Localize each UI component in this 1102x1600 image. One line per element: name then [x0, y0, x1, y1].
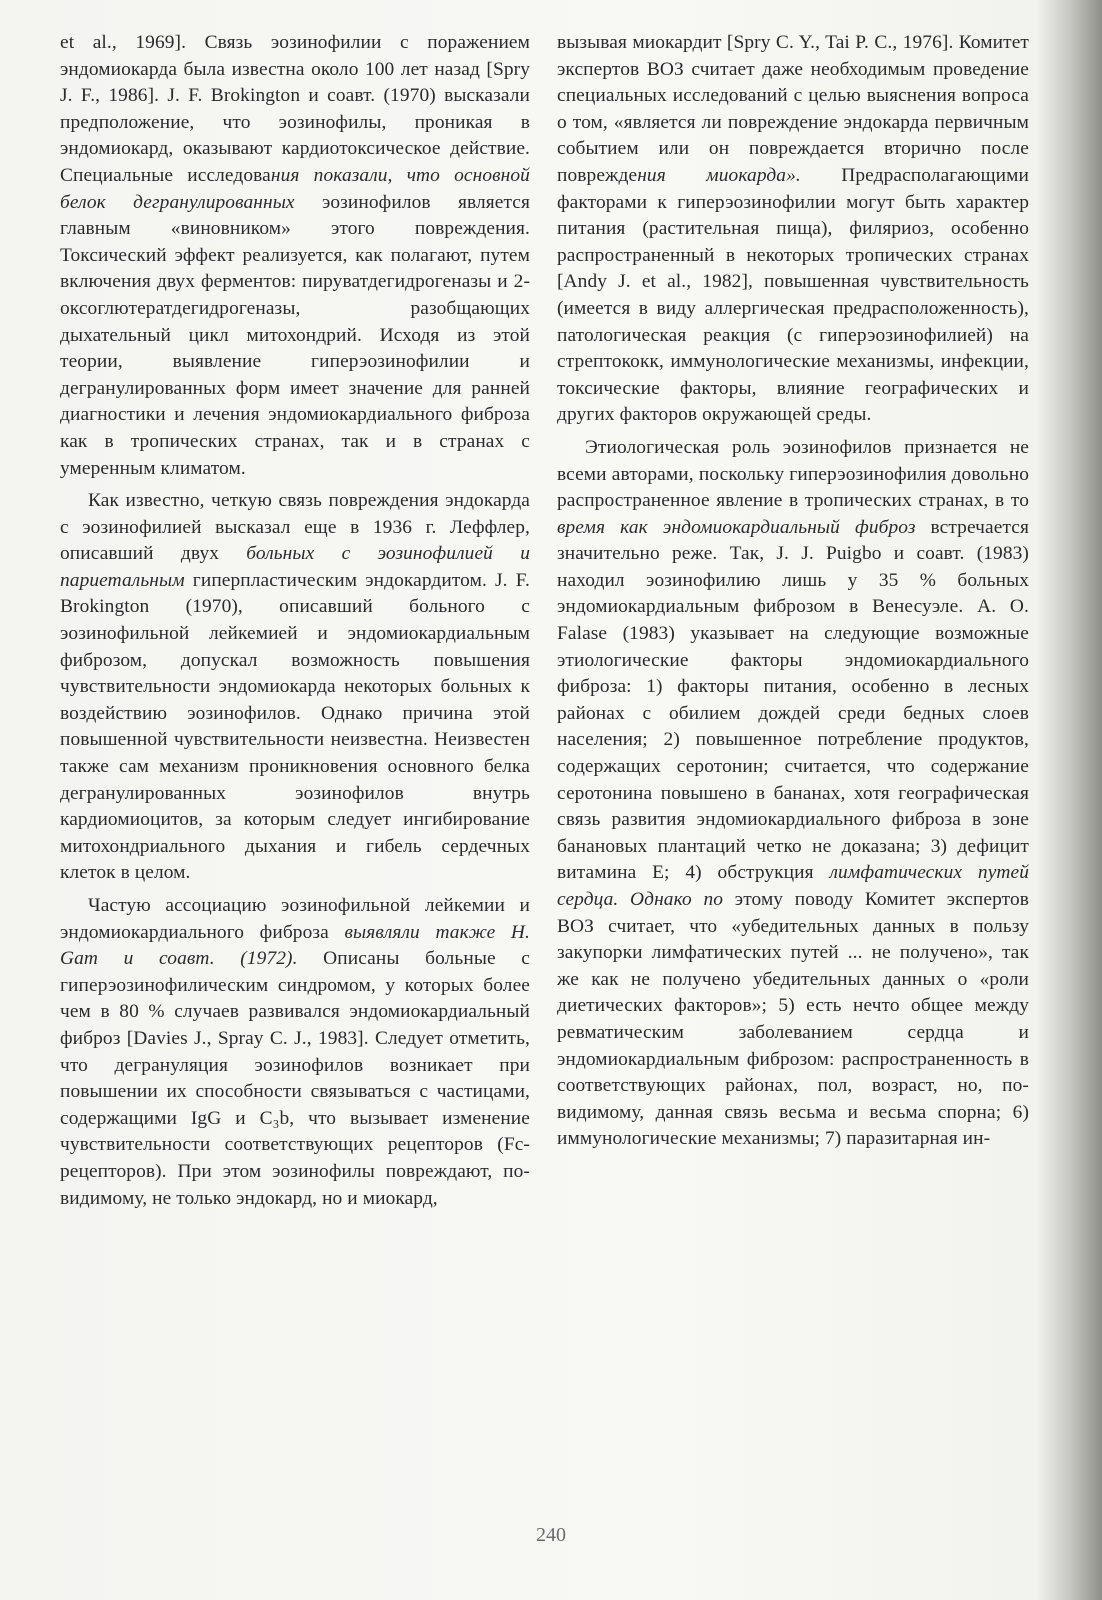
text-run: Описаны больные с гиперэозинофилическим синдромом, у которых более чем в 80 % случаев развивался эндомиокардиальный фиброз [Davies J., Spray C. J., 1983]. Следует отметить, что дегрануляция эозинофилов возникает при повышении их способности связываться с частицами, содержащими IgG и C₃b, что вызывает изменение чувствительности соответствующих рецепторов (Fc-рецепторов). При этом эозинофилы повреждают, по-видимому, не только эндокард, но и миокард,	[60, 948, 530, 1209]
italic-text-run: лимфатических путей сердца. Однако по	[557, 862, 1030, 910]
page-number: 240	[536, 1524, 566, 1546]
text-run: эозинофилов является главным «виновником» этого повреждения. Токсический эффект реализуется, как полагают, путем включения двух ферментов: пируватдегидрогеназы и 2-оксоглютератдегидрогеназы, разобщающих дыхательный цикл митохондрий. Исходя из этой теории, выявление гиперэозинофилии и дегранулированных форм имеет значение для ранней диагностики и лечения эндомиокардиального фиброза как в тропических странах, так и в странах с умеренным климатом.	[60, 191, 531, 479]
italic-text-run: ния показали, что основной белок дегранулированных	[60, 164, 530, 213]
text-run: Предрасполагающими факторами к гиперэозинофилии могут быть характер питания (растительная пища), филяриоз, особенно распространенный в некоторых тропических странах [Andy J. et al., 1982], повышенная чувствительность (имеется в виду аллергическая предрасположенность), патологическая реакция (с гиперэозинофилией) на стрептококк, иммунологические механизмы, инфекции, токсические факторы, влияние географических и других факторов окружающей среды.	[557, 164, 1029, 426]
text-run: этому поводу Комитет экспертов ВОЗ считает, что «убедительных данных в пользу закупорки лимфатических путей ... не получено», так же как не получено убедительных данных о «роли диетических факторов»; 5) есть нечто общее между ревматическим заболеванием сердца и эндомиокардиальным фиброзом: распространенность в соответствующих районах, пол, возраст, но, по-видимому, данная связь весьма и весьма спорна; 6) иммунологические механизмы; 7) паразитарная ин-	[557, 889, 1029, 1150]
right-paragraph-2	[557, 435, 1029, 1153]
italic-text-run: время как эндомиокардиальный фиброз	[557, 516, 916, 538]
text-run: Как известно, четкую связь повреждения эндокарда с эозинофилией высказал еще в 1936 г. Леффлер, описавший двух	[60, 490, 530, 565]
text-run: Этиологическая роль эозинофилов признается не всеми авторами, поскольку гиперэозинофилия довольно распространенное явление в тропических странах, в то	[557, 436, 1029, 512]
left-paragraph-2	[60, 488, 530, 887]
text-run: встречается значительно реже. Так, J. J. Puigbo и соавт. (1983) находил эозинофилию лишь у 35 % больных эндомиокардиальным фиброзом в Венесуэле. A. O. Falase (1983) указывает на следующие возможные этиологические факторы эндомиокардиального фиброза: 1) факторы питания, особенно в лесных районах с обилием дождей среди бедных слоев населения; 2) повышенное потребление продуктов, содержащих серотонин; считается, что содержание серотонина повышено в бананах, хотя географическая связь развития эндомиокардиального фиброза в зоне банановых плантаций четко не доказана; 3) дефицит витамина E; 4) обструкция	[557, 516, 1029, 884]
text-run: et al., 1969]. Связь эозинофилии с поражением эндомиокарда была известна около 100 лет назад [Spry J. F., 1986]. J. F. Brokington и соавт. (1970) высказали предположение, что эозинофилы, проникая в эндомиокард, оказывают кардиотоксическое действие. Специальные исследова	[60, 32, 530, 186]
italic-text-run: ния миокарда».	[637, 164, 801, 186]
left-paragraph-3	[60, 893, 530, 1212]
italic-text-run: больных с эозинофилией и париетальным	[60, 543, 530, 591]
left-paragraph-1	[60, 30, 530, 482]
text-run: вызывая миокардит [Spry C. Y., Tai P. C., 1976]. Комитет экспертов ВОЗ считает даже необходимым проведение специальных исследований с целью выяснения вопроса о том, «является ли повреждение эндокарда первичным событием или он повреждается вторично после поврежде	[557, 32, 1029, 186]
right-paragraph-1	[557, 30, 1029, 429]
right-column	[557, 30, 1029, 1153]
left-column	[60, 30, 530, 1212]
italic-text-run: выявляли также H. Gam и соавт. (1972).	[60, 921, 530, 970]
text-run: гиперпластическим эндокардитом. J. F. Brokington (1970), описавший больного с эозинофильной лейкемией и эндомиокардиальным фиброзом, допускал возможность повышения чувствительности эндомиокарда некоторых больных к воздействию эозинофилов. Однако причина этой повышенной чувствительности неизвестна. Неизвестен также сам механизм проникновения основного белка дегранулированных эозинофилов внутрь кардиомиоцитов, за которым следует ингибирование митохондриального дыхания и гибель сердечных клеток в целом.	[60, 569, 530, 884]
text-run: Частую ассоциацию эозинофильной лейкемии и эндомиокардиального фиброза	[60, 895, 530, 943]
